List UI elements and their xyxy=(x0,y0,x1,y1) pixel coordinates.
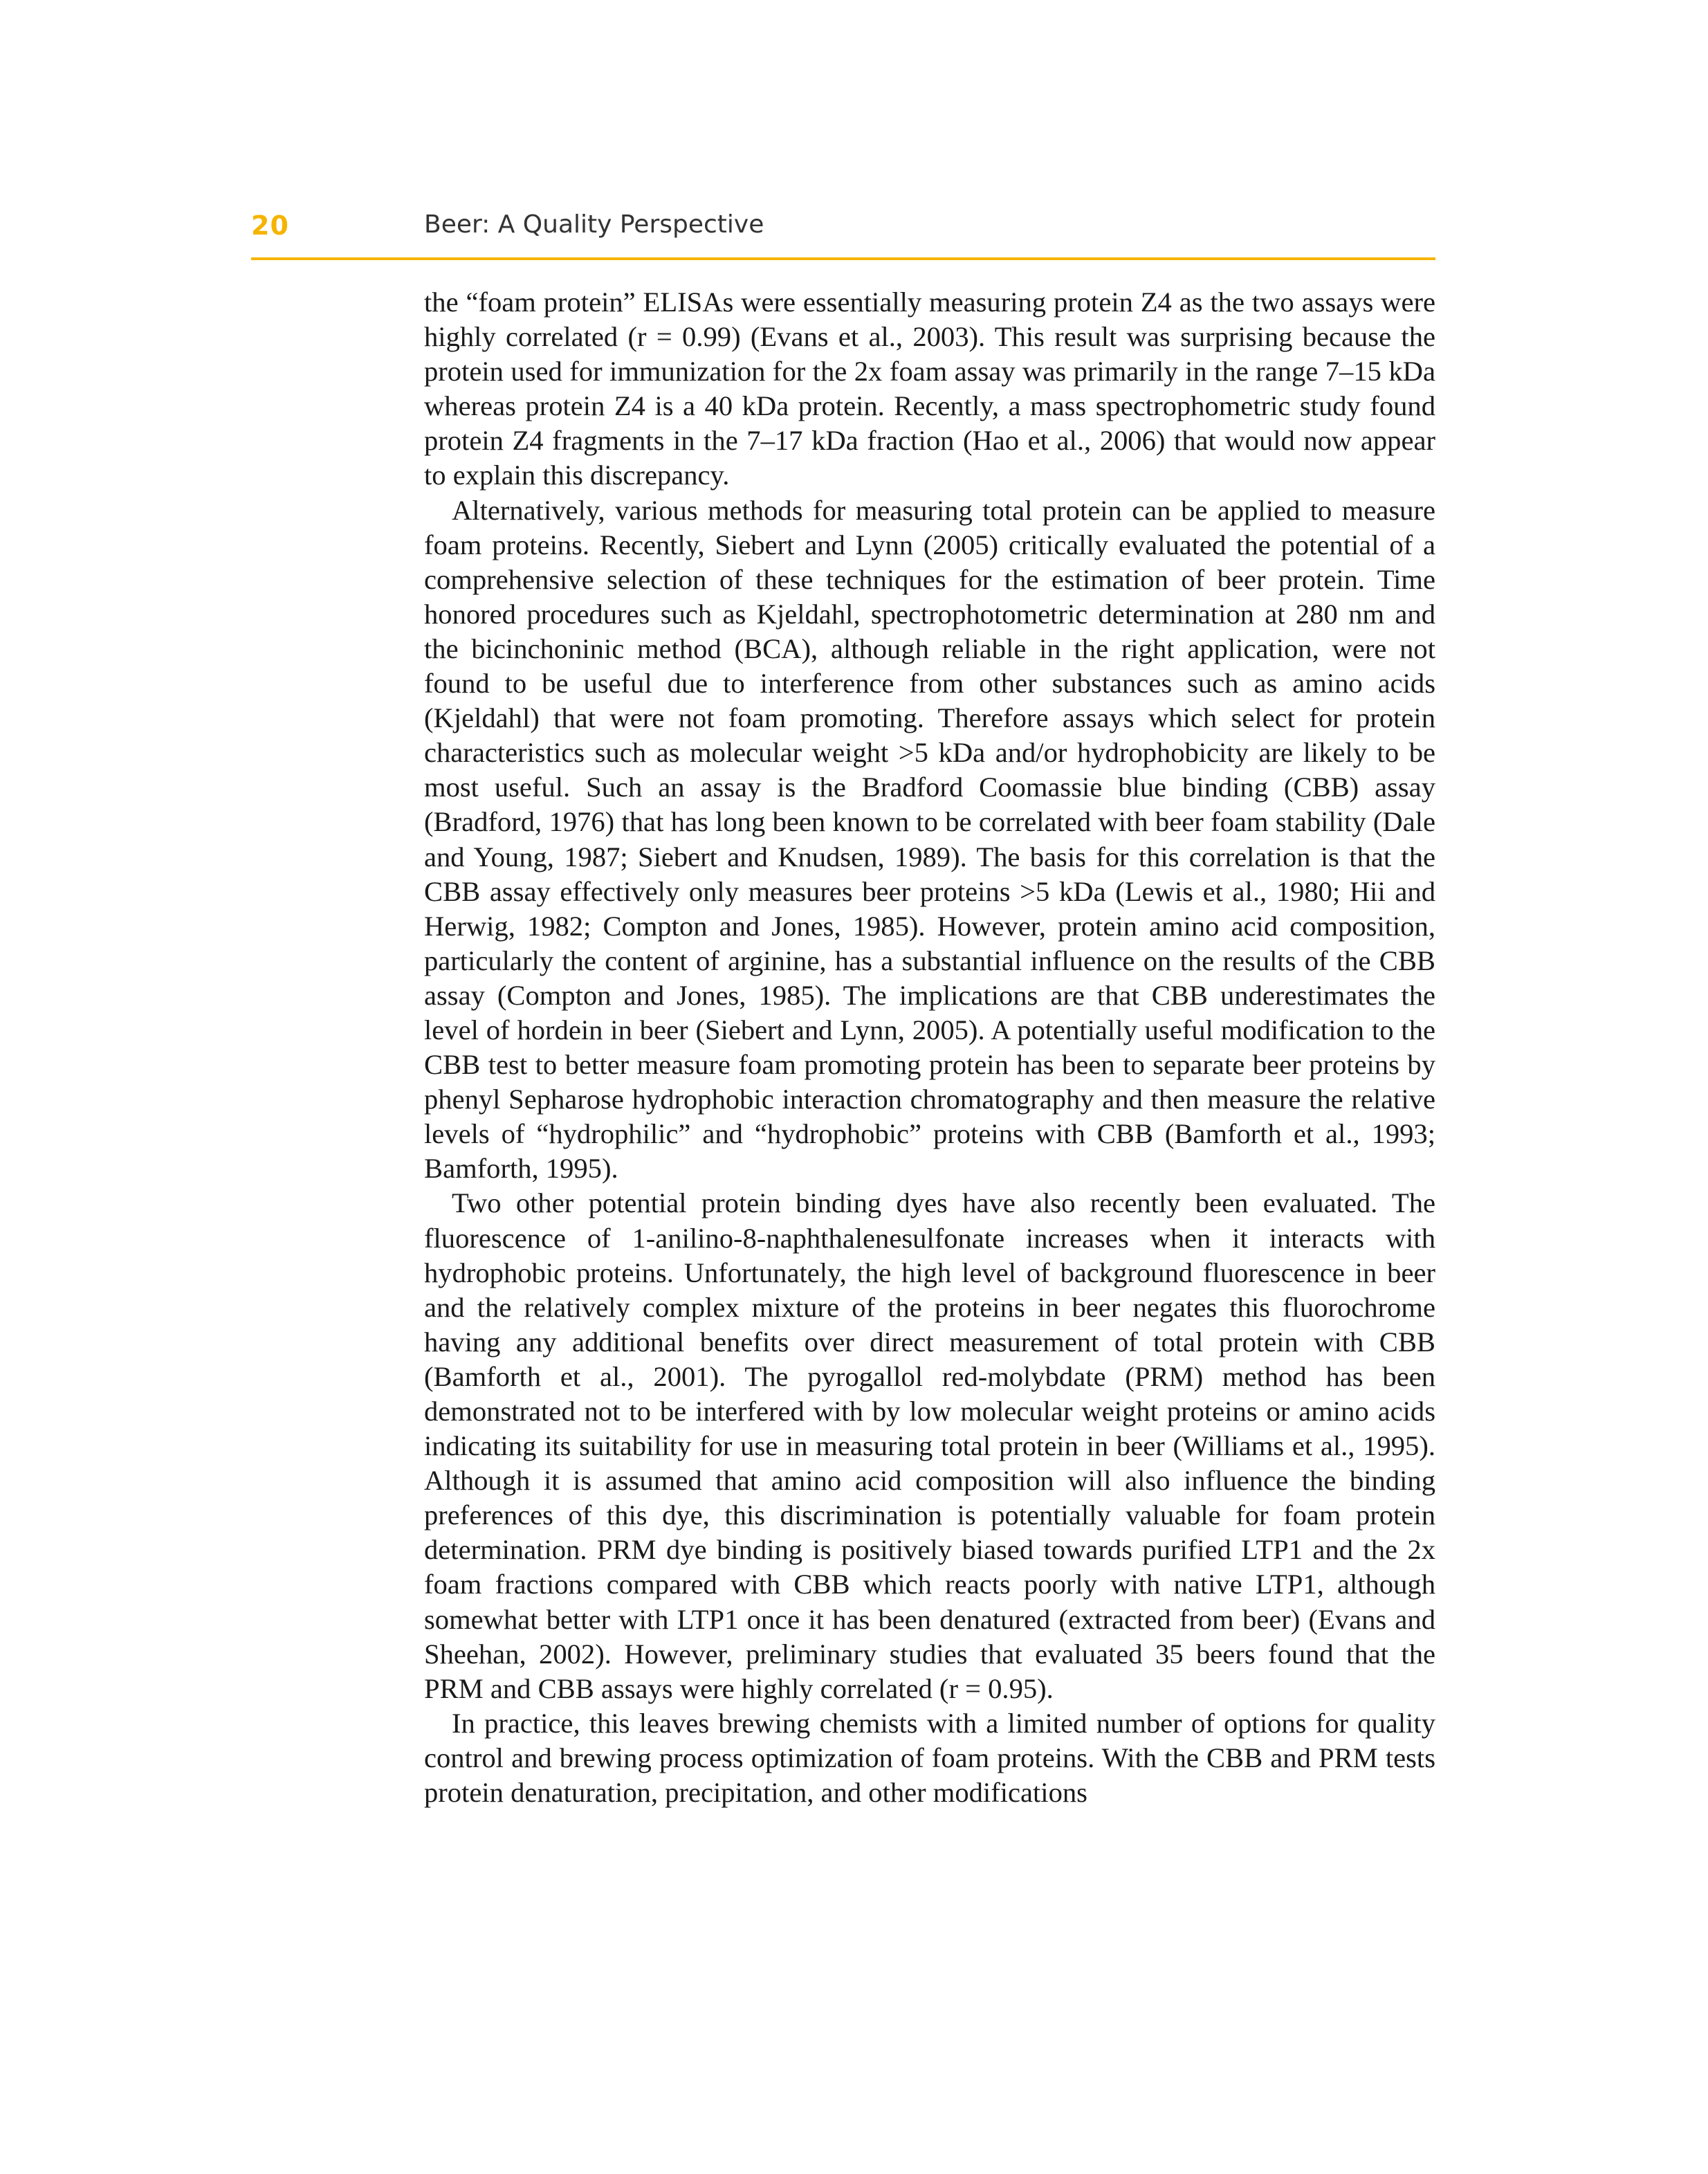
page-number: 20 xyxy=(251,210,289,241)
page-header xyxy=(251,201,1435,263)
paragraph-in-practice: In practice, this leaves brewing chemists with a limited number of options for quality control and brewing process optimization of foam proteins. With the CBB and PRM tests protein denaturation, precipitation, and other modifications xyxy=(424,1707,1435,1809)
running-title: Beer: A Quality Perspective xyxy=(424,210,764,239)
body-text xyxy=(424,285,1435,1810)
paragraph-total-protein-methods: Alternatively, various methods for measuring total protein can be applied to measure foam proteins. Recently, Siebert and Lynn (2005) critically evaluated the potential of a comprehensive selection of these techniques for the estimation of beer protein. Time honored procedures such as Kjeldahl, spectrophotometric determination at 280 nm and the bicinchoninic method (BCA), although reliable in the right application, were not found to be useful due to interference from other substances such as amino acids (Kjeldahl) that were not foam promoting. Therefore assays which select for protein characteristics such as molecular weight >5 kDa and/or hydrophobicity are likely to be most useful. Such an assay is the Bradford Coomassie blue binding (CBB) assay (Bradford, 1976) that has long been known to be correlated with beer foam stability (Dale and Young, 1987; Siebert and Knudsen, 1989). The basis for this correlation is that the CBB assay effectively only measures beer proteins >5 kDa (Lewis et al., 1980; Hii and Herwig, 1982; Compton and Jones, 1985). However, protein amino acid composition, particularly the content of arginine, has a substantial influence on the results of the CBB assay (Compton and Jones, 1985). The implications are that CBB underestimates the level of hordein in beer (Siebert and Lynn, 2005). A potentially useful modification to the CBB test to better measure foam promoting protein has been to separate beer proteins by phenyl Sepharose hydrophobic interaction chromatography and then measure the relative levels of “hydrophilic” and “hydrophobic” proteins with CBB (Bamforth et al., 1993; Bamforth, 1995). xyxy=(424,494,1435,1185)
paragraph-binding-dyes: Two other potential protein binding dyes have also recently been evaluated. The fluorescence of 1-anilino-8-naphthalenesulfonate increases when it interacts with hydrophobic proteins. Unfortunately, the high level of background fluorescence in beer and the relatively complex mixture of the proteins in beer negates this fluorochrome having any additional benefits over direct measurement of total protein with CBB (Bamforth et al., 2001). The pyrogallol red-molybdate (PRM) method has been demonstrated not to be interfered with by low molecular weight proteins or amino acids indicating its suitability for use in measuring total protein in beer (Williams et al., 1995). Although it is assumed that amino acid composition will also influence the binding preferences of this dye, this discrimination is potentially valuable for foam protein determination. PRM dye binding is positively biased towards purified LTP1 and the 2x foam fractions compared with CBB which reacts poorly with native LTP1, although somewhat better with LTP1 once it has been denatured (extracted from beer) (Evans and Sheehan, 2002). However, preliminary studies that evaluated 35 beers found that the PRM and CBB assays were highly correlated (r = 0.95). xyxy=(424,1187,1435,1704)
paragraph-continued: the “foam protein” ELISAs were essentially measuring protein Z4 as the two assays were highly correlated (r = 0.99) (Evans et al., 2003). This result was surprising because the protein used for immunization for the 2x foam assay was primarily in the range 7–15 kDa whereas protein Z4 is a 40 kDa protein. Recently, a mass spectrophometric study found protein Z4 fragments in the 7–17 kDa fraction (Hao et al., 2006) that would now appear to explain this discrepancy. xyxy=(424,286,1435,491)
header-rule xyxy=(251,257,1435,260)
